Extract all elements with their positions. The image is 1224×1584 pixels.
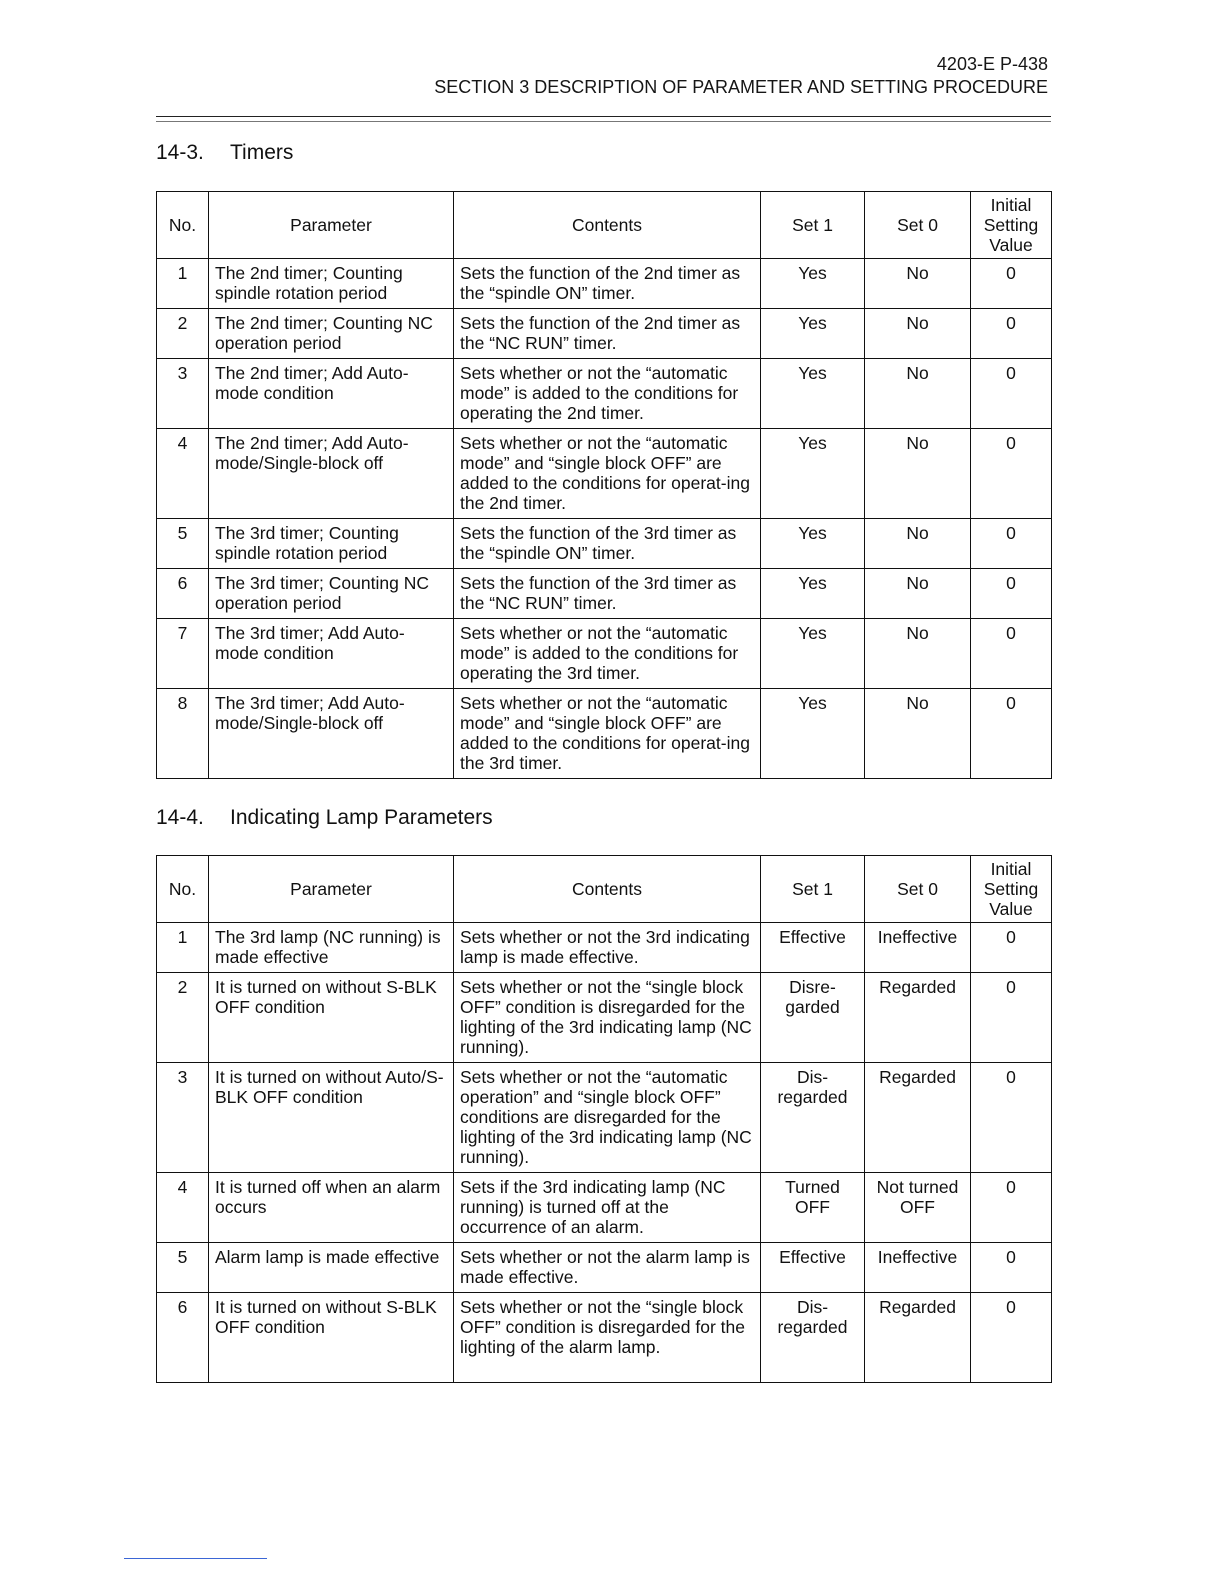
section-number: 14-4. — [156, 806, 204, 829]
cell-parameter: Alarm lamp is made effective — [209, 1243, 454, 1293]
table-header-row — [157, 192, 1052, 259]
cell-no: 4 — [157, 429, 209, 519]
cell-set1: Yes — [761, 689, 865, 779]
table-row — [157, 519, 1052, 569]
cell-initial: 0 — [971, 619, 1052, 689]
section-title: Indicating Lamp Parameters — [230, 806, 493, 829]
cell-set0: Not turned OFF — [865, 1173, 971, 1243]
cell-contents: Sets whether or not the “automatic operation” and “single block OFF” conditions are disregarded for the lighting of the 3rd indicating lamp (NC running). — [454, 1063, 761, 1173]
cell-no: 7 — [157, 619, 209, 689]
cell-contents: Sets the function of the 2nd timer as the “spindle ON” timer. — [454, 259, 761, 309]
cell-initial: 0 — [971, 429, 1052, 519]
col-header-set0: Set 0 — [865, 192, 971, 259]
col-header-set1: Set 1 — [761, 192, 865, 259]
section-heading-indicating-lamp — [156, 806, 493, 830]
cell-set1: Effective — [761, 923, 865, 973]
cell-no: 1 — [157, 923, 209, 973]
cell-contents: Sets whether or not the “single block OFF” condition is disregarded for the lighting of the alarm lamp. — [454, 1293, 761, 1383]
cell-parameter: It is turned on without S-BLK OFF condition — [209, 1293, 454, 1383]
table-row — [157, 619, 1052, 689]
cell-set1: Dis-regarded — [761, 1063, 865, 1173]
cell-set1: Turned OFF — [761, 1173, 865, 1243]
cell-set0: No — [865, 359, 971, 429]
cell-set0: No — [865, 569, 971, 619]
cell-no: 2 — [157, 309, 209, 359]
cell-initial: 0 — [971, 923, 1052, 973]
cell-parameter: The 2nd timer; Counting NC operation period — [209, 309, 454, 359]
cell-set0: No — [865, 259, 971, 309]
cell-contents: Sets whether or not the “automatic mode” is added to the conditions for operating the 2nd timer. — [454, 359, 761, 429]
cell-initial: 0 — [971, 359, 1052, 429]
cell-contents: Sets whether or not the 3rd indicating lamp is made effective. — [454, 923, 761, 973]
cell-parameter: The 2nd timer; Counting spindle rotation period — [209, 259, 454, 309]
table-row — [157, 1173, 1052, 1243]
table-row — [157, 923, 1052, 973]
cell-set1: Yes — [761, 569, 865, 619]
col-header-parameter: Parameter — [209, 856, 454, 923]
cell-set0: No — [865, 619, 971, 689]
section-title: Timers — [230, 141, 294, 164]
cell-initial: 0 — [971, 1063, 1052, 1173]
timers-table — [156, 191, 1052, 779]
col-header-contents: Contents — [454, 856, 761, 923]
cell-initial: 0 — [971, 1243, 1052, 1293]
col-header-initial: Initial Setting Value — [971, 192, 1052, 259]
cell-contents: Sets whether or not the “single block OFF” condition is disregarded for the lighting of the 3rd indicating lamp (NC running). — [454, 973, 761, 1063]
section-number: 14-3. — [156, 141, 204, 164]
cell-no: 8 — [157, 689, 209, 779]
cell-parameter: The 3rd timer; Add Auto-mode/Single-block off — [209, 689, 454, 779]
table-row — [157, 1293, 1052, 1383]
cell-initial: 0 — [971, 1173, 1052, 1243]
cell-contents: Sets whether or not the “automatic mode” and “single block OFF” are added to the conditions for operat-ing the 3rd timer. — [454, 689, 761, 779]
cell-no: 4 — [157, 1173, 209, 1243]
table-row — [157, 1243, 1052, 1293]
cell-parameter: The 3rd timer; Add Auto-mode condition — [209, 619, 454, 689]
cell-set0: Regarded — [865, 973, 971, 1063]
cell-no: 6 — [157, 569, 209, 619]
cell-contents: Sets whether or not the “automatic mode” and “single block OFF” are added to the conditions for operat-ing the 2nd timer. — [454, 429, 761, 519]
table-row — [157, 1063, 1052, 1173]
cell-parameter: The 2nd timer; Add Auto-mode/Single-block off — [209, 429, 454, 519]
cell-set0: Ineffective — [865, 923, 971, 973]
cell-set1: Yes — [761, 619, 865, 689]
cell-set1: Yes — [761, 309, 865, 359]
cell-no: 5 — [157, 1243, 209, 1293]
cell-set1: Disre-garded — [761, 973, 865, 1063]
cell-parameter: The 3rd lamp (NC running) is made effective — [209, 923, 454, 973]
cell-set1: Yes — [761, 259, 865, 309]
cell-set0: No — [865, 309, 971, 359]
indicating-lamp-table — [156, 855, 1052, 1383]
cell-set0: No — [865, 689, 971, 779]
col-header-initial: Initial Setting Value — [971, 856, 1052, 923]
cell-contents: Sets whether or not the alarm lamp is made effective. — [454, 1243, 761, 1293]
cell-set0: Regarded — [865, 1293, 971, 1383]
cell-initial: 0 — [971, 259, 1052, 309]
page-reference: 4203-E P-438 — [936, 54, 1048, 74]
cell-parameter: It is turned on without Auto/S-BLK OFF condition — [209, 1063, 454, 1173]
cell-initial: 0 — [971, 309, 1052, 359]
col-header-no: No. — [157, 856, 209, 923]
cell-set0: No — [865, 519, 971, 569]
col-header-set0: Set 0 — [865, 856, 971, 923]
col-header-set1: Set 1 — [761, 856, 865, 923]
cell-contents: Sets the function of the 2nd timer as the “NC RUN” timer. — [454, 309, 761, 359]
cell-set0: No — [865, 429, 971, 519]
table-row — [157, 973, 1052, 1063]
cell-no: 6 — [157, 1293, 209, 1383]
table-row — [157, 359, 1052, 429]
cell-no: 3 — [157, 1063, 209, 1173]
cell-contents: Sets the function of the 3rd timer as the “NC RUN” timer. — [454, 569, 761, 619]
cell-initial: 0 — [971, 519, 1052, 569]
cell-parameter: It is turned off when an alarm occurs — [209, 1173, 454, 1243]
cell-contents: Sets whether or not the “automatic mode” is added to the conditions for operating the 3rd timer. — [454, 619, 761, 689]
cell-no: 3 — [157, 359, 209, 429]
header-rule-thin — [156, 121, 1051, 122]
cell-no: 1 — [157, 259, 209, 309]
running-header: SECTION 3 DESCRIPTION OF PARAMETER AND SETTING PROCEDURE — [434, 77, 1048, 97]
cell-set1: Effective — [761, 1243, 865, 1293]
footer-rule — [124, 1558, 267, 1559]
table-header-row — [157, 856, 1052, 923]
cell-parameter: The 3rd timer; Counting NC operation period — [209, 569, 454, 619]
header-rule — [156, 116, 1051, 117]
cell-parameter: The 3rd timer; Counting spindle rotation period — [209, 519, 454, 569]
col-header-no: No. — [157, 192, 209, 259]
cell-no: 5 — [157, 519, 209, 569]
cell-parameter: It is turned on without S-BLK OFF condition — [209, 973, 454, 1063]
section-heading-timers — [156, 141, 293, 165]
cell-initial: 0 — [971, 973, 1052, 1063]
table-row — [157, 689, 1052, 779]
cell-initial: 0 — [971, 689, 1052, 779]
cell-set1: Yes — [761, 359, 865, 429]
cell-set0: Regarded — [865, 1063, 971, 1173]
col-header-contents: Contents — [454, 192, 761, 259]
cell-set0: Ineffective — [865, 1243, 971, 1293]
cell-initial: 0 — [971, 569, 1052, 619]
cell-no: 2 — [157, 973, 209, 1063]
cell-set1: Yes — [761, 429, 865, 519]
cell-set1: Dis-regarded — [761, 1293, 865, 1383]
cell-parameter: The 2nd timer; Add Auto-mode condition — [209, 359, 454, 429]
cell-set1: Yes — [761, 519, 865, 569]
table-row — [157, 569, 1052, 619]
cell-initial: 0 — [971, 1293, 1052, 1383]
table-row — [157, 259, 1052, 309]
table-row — [157, 309, 1052, 359]
cell-contents: Sets the function of the 3rd timer as the “spindle ON” timer. — [454, 519, 761, 569]
table-row — [157, 429, 1052, 519]
col-header-parameter: Parameter — [209, 192, 454, 259]
cell-contents: Sets if the 3rd indicating lamp (NC running) is turned off at the occurrence of an alarm. — [454, 1173, 761, 1243]
